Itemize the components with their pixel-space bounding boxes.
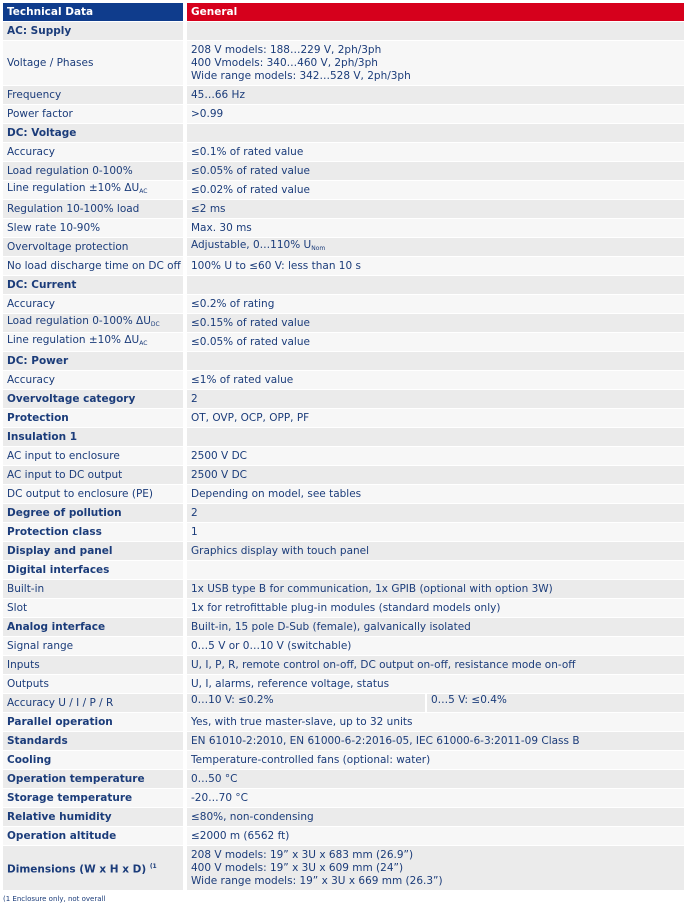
table-row bbox=[3, 618, 684, 637]
row-value: 208 V models: 188…229 V, 2ph/3ph 400 Vmodels: 340…460 V, 2ph/3ph Wide range models: 342…528 V, 2ph/3ph bbox=[187, 41, 684, 86]
row-label: Built-in bbox=[3, 580, 187, 599]
row-value: U, I, alarms, reference voltage, status bbox=[187, 675, 684, 694]
table-header-row bbox=[3, 3, 684, 22]
table-row bbox=[3, 580, 684, 599]
table-row bbox=[3, 143, 684, 162]
table-row bbox=[3, 219, 684, 238]
table-row bbox=[3, 447, 684, 466]
table-row bbox=[3, 542, 684, 561]
row-label: Inputs bbox=[3, 656, 187, 675]
row-label: Outputs bbox=[3, 675, 187, 694]
row-label: Line regulation ±10% $\Delta U_{AC}$ bbox=[3, 181, 187, 200]
table-row bbox=[3, 276, 684, 295]
row-value: ≤0.1% of rated value bbox=[187, 143, 684, 162]
row-label: Storage temperature bbox=[3, 789, 187, 808]
row-label: Analog interface bbox=[3, 618, 187, 637]
row-value: 0…50 °C bbox=[187, 770, 684, 789]
row-value: 1x USB type B for communication, 1x GPIB (optional with option 3W) bbox=[187, 580, 684, 599]
technical-data-table bbox=[3, 3, 684, 891]
row-label: Relative humidity bbox=[3, 808, 187, 827]
row-label: DC: Power bbox=[3, 352, 187, 371]
row-value: 1 bbox=[187, 523, 684, 542]
row-value: 2500 V DC bbox=[187, 447, 684, 466]
row-label: AC input to enclosure bbox=[3, 447, 187, 466]
row-label: Slew rate 10-90% bbox=[3, 219, 187, 238]
table-row bbox=[3, 22, 684, 41]
table-row bbox=[3, 314, 684, 333]
table-row bbox=[3, 789, 684, 808]
table-row bbox=[3, 200, 684, 219]
row-label: Operation altitude bbox=[3, 827, 187, 846]
table-row bbox=[3, 504, 684, 523]
row-label: Load regulation 0-100% bbox=[3, 162, 187, 181]
table-row bbox=[3, 637, 684, 656]
table-row bbox=[3, 523, 684, 542]
row-value: ≤0.2% of rating bbox=[187, 295, 684, 314]
row-value: Yes, with true master-slave, up to 32 units bbox=[187, 713, 684, 732]
row-value: 100% U to ≤60 V: less than 10 s bbox=[187, 257, 684, 276]
row-label: Accuracy bbox=[3, 143, 187, 162]
row-label: Accuracy bbox=[3, 371, 187, 390]
table-row bbox=[3, 181, 684, 200]
row-value: 0…5 V or 0…10 V (switchable) bbox=[187, 637, 684, 656]
row-label: Insulation 1 bbox=[3, 428, 187, 447]
table-row bbox=[3, 751, 684, 770]
table-row bbox=[3, 124, 684, 143]
row-label: Load regulation 0-100% $\Delta U_{DC}$ bbox=[3, 314, 187, 333]
row-value: 208 V models: 19” x 3U x 683 mm (26.9”) 400 V models: 19” x 3U x 609 mm (24”) Wide range models: 19” x 3U x 669 mm (26.3”) bbox=[187, 846, 684, 891]
row-label: Voltage / Phases bbox=[3, 41, 187, 86]
table-row bbox=[3, 675, 684, 694]
footnote: (1 Enclosure only, not overall bbox=[3, 895, 106, 903]
row-label: DC: Current bbox=[3, 276, 187, 295]
row-label: Power factor bbox=[3, 105, 187, 124]
table-row bbox=[3, 561, 684, 580]
row-value bbox=[187, 352, 684, 371]
row-label: Standards bbox=[3, 732, 187, 751]
row-label: DC output to enclosure (PE) bbox=[3, 485, 187, 504]
row-value: Built-in, 15 pole D-Sub (female), galvanically isolated bbox=[187, 618, 684, 637]
row-value: >0.99 bbox=[187, 105, 684, 124]
row-label: Digital interfaces bbox=[3, 561, 187, 580]
row-value: ≤0.05% of rated value bbox=[187, 162, 684, 181]
row-value: -20…70 °C bbox=[187, 789, 684, 808]
row-label: Protection class bbox=[3, 523, 187, 542]
header-technical-data: Technical Data bbox=[3, 3, 187, 22]
row-value: EN 61010-2:2010, EN 61000-6-2:2016-05, IEC 61000-6-3:2011-09 Class B bbox=[187, 732, 684, 751]
table-row bbox=[3, 352, 684, 371]
table-row bbox=[3, 162, 684, 181]
row-label: AC input to DC output bbox=[3, 466, 187, 485]
row-value: Graphics display with touch panel bbox=[187, 542, 684, 561]
row-value: 2 bbox=[187, 504, 684, 523]
table-row bbox=[3, 656, 684, 675]
row-label: Parallel operation bbox=[3, 713, 187, 732]
table-row bbox=[3, 428, 684, 447]
row-label: Dimensions (W x H x D) $^{(1}$ bbox=[3, 846, 187, 891]
row-value bbox=[187, 124, 684, 143]
table-row bbox=[3, 390, 684, 409]
row-value: OT, OVP, OCP, OPP, PF bbox=[187, 409, 684, 428]
row-label: Slot bbox=[3, 599, 187, 618]
row-value: ≤2000 m (6562 ft) bbox=[187, 827, 684, 846]
row-label: Line regulation ±10% $\Delta U_{AC}$ bbox=[3, 333, 187, 352]
row-value: Adjustable, 0…110% $U_{Nom}$ bbox=[187, 238, 684, 257]
row-label: Cooling bbox=[3, 751, 187, 770]
row-value: 0…10 V: ≤0.2% 0…5 V: ≤0.4% bbox=[187, 694, 684, 713]
row-value bbox=[187, 276, 684, 295]
row-value: 45…66 Hz bbox=[187, 86, 684, 105]
row-label: Operation temperature bbox=[3, 770, 187, 789]
table-row bbox=[3, 86, 684, 105]
row-label: Signal range bbox=[3, 637, 187, 656]
table-row bbox=[3, 827, 684, 846]
row-value: ≤0.05% of rated value bbox=[187, 333, 684, 352]
row-label: Overvoltage protection bbox=[3, 238, 187, 257]
row-value: ≤2 ms bbox=[187, 200, 684, 219]
row-value: Max. 30 ms bbox=[187, 219, 684, 238]
row-value: Depending on model, see tables bbox=[187, 485, 684, 504]
row-label: Frequency bbox=[3, 86, 187, 105]
header-general: General bbox=[187, 3, 684, 22]
row-label: Degree of pollution bbox=[3, 504, 187, 523]
table-row bbox=[3, 295, 684, 314]
row-value: U, I, P, R, remote control on-off, DC output on-off, resistance mode on-off bbox=[187, 656, 684, 675]
row-value: 1x for retrofittable plug-in modules (standard models only) bbox=[187, 599, 684, 618]
row-value bbox=[187, 428, 684, 447]
table-row bbox=[3, 808, 684, 827]
table-row bbox=[3, 713, 684, 732]
table-row bbox=[3, 732, 684, 751]
table-row bbox=[3, 257, 684, 276]
row-value bbox=[187, 561, 684, 580]
row-value: Temperature-controlled fans (optional: water) bbox=[187, 751, 684, 770]
row-value: 2500 V DC bbox=[187, 466, 684, 485]
row-value: ≤1% of rated value bbox=[187, 371, 684, 390]
table-row bbox=[3, 371, 684, 390]
row-label: Protection bbox=[3, 409, 187, 428]
table-row bbox=[3, 238, 684, 257]
table-row bbox=[3, 41, 684, 86]
table-row bbox=[3, 333, 684, 352]
row-value: ≤0.15% of rated value bbox=[187, 314, 684, 333]
table-row bbox=[3, 770, 684, 789]
row-label: Accuracy bbox=[3, 295, 187, 314]
row-label: Overvoltage category bbox=[3, 390, 187, 409]
row-value: ≤80%, non-condensing bbox=[187, 808, 684, 827]
row-label: AC: Supply bbox=[3, 22, 187, 41]
row-label: Display and panel bbox=[3, 542, 187, 561]
row-label: DC: Voltage bbox=[3, 124, 187, 143]
row-value: ≤0.02% of rated value bbox=[187, 181, 684, 200]
table-row bbox=[3, 599, 684, 618]
table-row bbox=[3, 409, 684, 428]
table-row bbox=[3, 466, 684, 485]
row-value: 2 bbox=[187, 390, 684, 409]
row-label: Accuracy U / I / P / R bbox=[3, 694, 187, 713]
row-label: No load discharge time on DC off bbox=[3, 257, 187, 276]
table-row bbox=[3, 105, 684, 124]
table-row bbox=[3, 694, 684, 713]
row-value bbox=[187, 22, 684, 41]
table-row bbox=[3, 846, 684, 891]
table-row bbox=[3, 485, 684, 504]
row-label: Regulation 10-100% load bbox=[3, 200, 187, 219]
